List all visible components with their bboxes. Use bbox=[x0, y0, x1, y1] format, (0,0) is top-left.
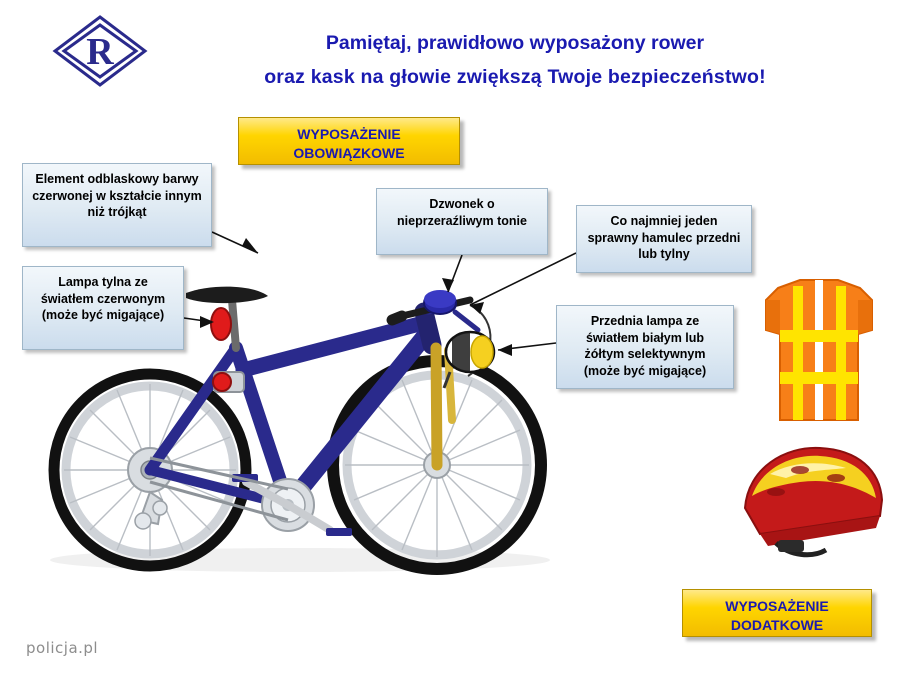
callout-brake: Co najmniej jeden sprawny hamulec przedni lub tylny bbox=[576, 205, 752, 273]
callout-rear-lamp: Lampa tylna ze światłem czerwonym (może być migające) bbox=[22, 266, 184, 350]
watermark-policja: policja.pl bbox=[26, 639, 99, 657]
emblem-letter: R bbox=[86, 31, 114, 73]
banner-mandatory-line-1: WYPOSAŻENIE bbox=[297, 126, 401, 142]
banner-mandatory-line-2: OBOWIĄZKOWE bbox=[293, 145, 405, 161]
callout-bell: Dzwonek o nieprzeraźliwym tonie bbox=[376, 188, 548, 255]
page-title bbox=[175, 26, 855, 94]
banner-optional-line-1: WYPOSAŻENIE bbox=[725, 598, 829, 614]
title-line-2: oraz kask na głowie zwiększą Twoje bezpieczeństwo! bbox=[264, 66, 766, 88]
rear-reflector-part bbox=[211, 308, 231, 340]
helmet-illustration bbox=[745, 448, 882, 555]
banner-mandatory-equipment bbox=[238, 117, 460, 165]
callout-rear-reflector: Element odblaskowy barwy czerwonej w kształcie innym niż trójkąt bbox=[22, 163, 212, 247]
banner-optional-equipment bbox=[682, 589, 872, 637]
police-emblem-logo bbox=[52, 14, 148, 88]
callout-front-lamp: Przednia lampa ze światłem białym lub żółtym selektywnym (może być migające) bbox=[556, 305, 734, 389]
title-line-1: Pamiętaj, prawidłowo wyposażony rower bbox=[325, 32, 705, 54]
safety-vest-illustration bbox=[766, 280, 872, 420]
banner-optional-line-2: DODATKOWE bbox=[730, 617, 824, 633]
